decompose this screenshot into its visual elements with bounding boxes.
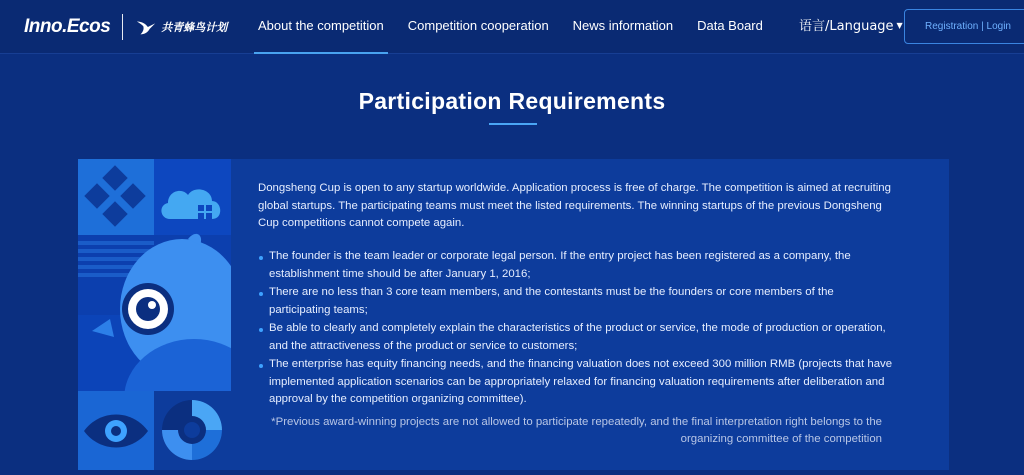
bird-mascot-illustration-icon — [78, 159, 231, 470]
page-title: Participation Requirements — [358, 88, 666, 114]
bullet-dot-icon — [259, 256, 263, 260]
footnote: *Previous award-winning projects are not allowed to participate repeatedly, and the final interpretation right belongs to the organizing committee of the competition — [271, 416, 882, 445]
decorative-illustration — [78, 159, 231, 470]
title-underline — [489, 123, 537, 125]
list-item — [258, 320, 898, 355]
logo-text: Inno.Ecos — [24, 16, 111, 37]
nav-about-competition[interactable]: About the competition — [254, 0, 388, 54]
requirements-list — [258, 248, 898, 410]
main-nav — [254, 0, 783, 54]
brand-logo[interactable] — [24, 13, 227, 41]
requirement-text: The founder is the team leader or corporate legal person. If the entry project has been registered as a company, the establishment time should be after January 1, 2016; — [269, 250, 851, 280]
intro-paragraph: Dongsheng Cup is open to any startup worldwide. Application process is free of charge. The competition is aimed at recruiting global startups. The participating teams must meet the listed requirements. The winning startups of the previous Dongsheng Cup competitions cannot compete again. — [258, 182, 891, 229]
bullet-dot-icon — [259, 292, 263, 296]
requirement-text: Be able to clearly and completely explain the characteristics of the product or service, the mode of production or operation, and the attractiveness of the product or service to customers; — [269, 322, 886, 352]
requirement-text: There are no less than 3 core team members, and the contestants must be the founders or core members of the participating teams; — [269, 286, 834, 316]
list-item — [258, 284, 898, 319]
language-label: 语言/Language — [799, 19, 894, 34]
bullet-dot-icon — [259, 328, 263, 332]
nav-competition-cooperation[interactable]: Competition cooperation — [407, 18, 549, 33]
logo-chinese-text: 共青蜂鸟计划 — [161, 22, 228, 34]
hummingbird-icon — [135, 16, 157, 38]
nav-news-information[interactable]: News information — [572, 18, 674, 33]
logo-divider — [122, 14, 123, 40]
registration-login-button[interactable]: Registration | Login — [904, 9, 1024, 44]
requirement-text: The enterprise has equity financing needs, and the financing valuation does not exceed 300 million RMB (projects that have implemented application scenarios can be appropriately relaxed for financing valuation requirements after deliberation and approval by the competition organizing committee). — [269, 358, 893, 405]
list-item — [258, 248, 898, 283]
chevron-down-icon: ▼ — [896, 21, 903, 30]
list-item — [258, 356, 898, 409]
language-selector[interactable] — [799, 0, 903, 54]
top-nav-bar — [0, 0, 1024, 54]
bullet-dot-icon — [259, 364, 263, 368]
nav-data-board[interactable]: Data Board — [697, 18, 763, 33]
